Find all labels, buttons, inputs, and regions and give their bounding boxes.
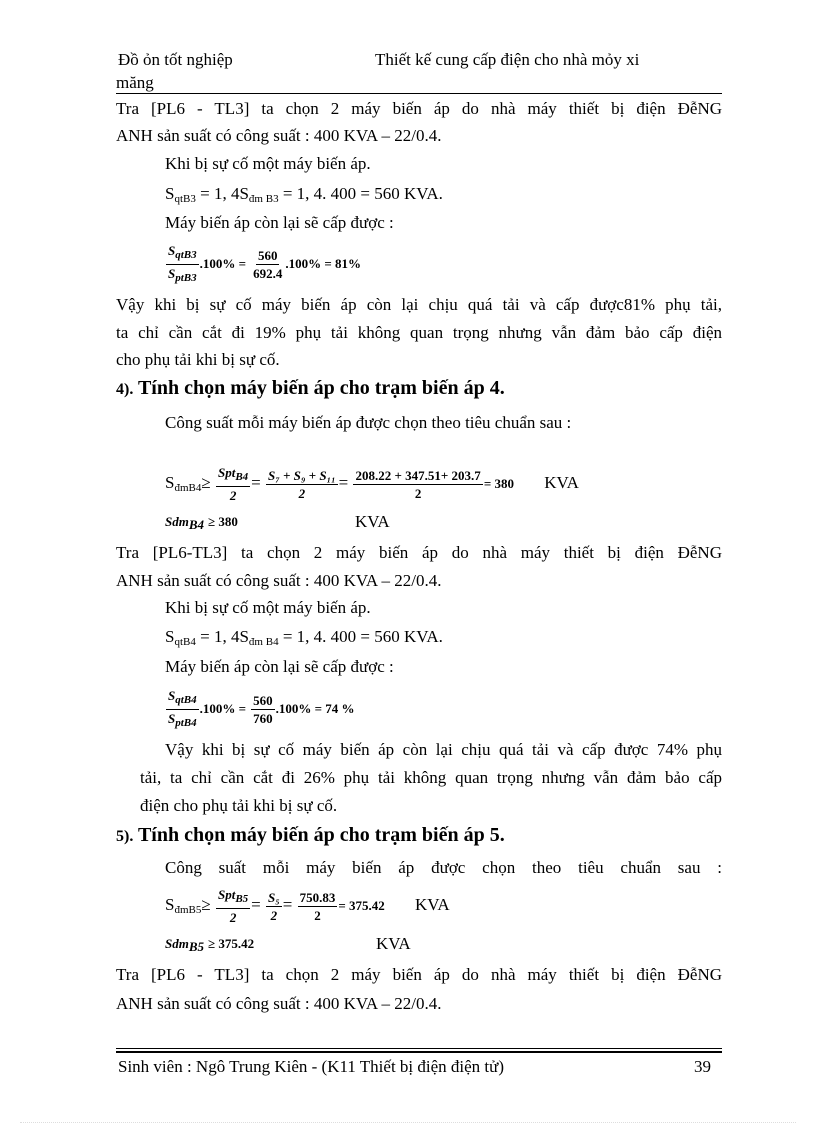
header-left-line1: Đồ ỏn tốt nghiệp [118,50,233,69]
header-right: Thiết kế cung cấp điện cho nhà mỏy xi [375,50,640,69]
s4-paragraph-line: ANH sản suất có công suất : 400 KVA – 22/0.4. [116,571,442,590]
s3-conclusion-line: cho phụ tải khi bị sự cố. [116,350,280,369]
s5-criteria-text: Công suất mỗi máy biến áp được chọn theo tiêu chuẩn sau : [165,858,722,877]
s4-criteria-text: Công suất mỗi máy biến áp được chọn theo tiêu chuẩn sau : [165,413,572,432]
s5-paragraph-line: Tra [PL6 - TL3] ta chọn 2 máy biến áp do nhà máy thiết bị điện ĐễNG [116,965,722,984]
s3-conclusion-line: Vậy khi bị sự cố máy biến áp còn lại chịu quá tải và cấp được81% phụ tải, [116,295,722,314]
s4-paragraph-line: Tra [PL6-TL3] ta chọn 2 máy biến áp do nhà máy thiết bị điện ĐễNG [116,543,722,562]
s3-percent-formula: $\frac{S_{qtB3}}{S_{ptB3}}$ .100% = $\frac{560}{692.4}$ .100% = 81% [168,243,361,284]
s3-remain-text: Máy biến áp còn lại sẽ cấp được : [165,213,394,232]
s4-result-unit: KVA [355,512,390,531]
footer-rule-top [116,1048,722,1049]
s4-conclusion-line: điện cho phụ tải khi bị sự cố. [140,796,338,815]
s4-sizing-formula: $S_{đmB4}\ge$ $\frac{Spt_{B4}}{2}$ = $\frac{\text{S₇ + S₉ + S₁₁}}{2}$ = $\frac{208.22 + 347.51+ 203.7}{2}$ = 380 KVA [165,465,579,503]
s3-paragraph-line: ANH sản suất có công suất : 400 KVA – 22/0.4. [116,126,442,145]
s4-conclusion-line: tải, ta chỉ cần cắt đi 26% phụ tải không quan trọng nhưng vẫn đảm bảo cấp [140,768,722,787]
s4-fault-text: Khi bị sự cố một máy biến áp. [165,598,371,617]
s3-fault-text: Khi bị sự cố một máy biến áp. [165,154,371,173]
s3-sqt-formula: $S_{qtB3} = 1$, $4S_{đm B3} = 1$, 4. 400 = 560 KVA. [165,184,443,205]
s4-percent-formula: $\frac{S_{qtB4}}{S_{ptB4}}$ .100% = $\frac{560}{760}$ .100% = 74 % [168,688,355,729]
s4-remain-text: Máy biến áp còn lại sẽ cấp được : [165,657,394,676]
s4-conclusion-line: Vậy khi bị sự cố máy biến áp còn lại chịu quá tải và cấp được 74% phụ [165,740,722,759]
page-number: 39 [694,1057,711,1076]
footer-rule-bottom [116,1051,722,1053]
section-5-heading: 5). Tính chọn máy biến áp cho trạm biến áp 5. [116,824,505,846]
s5-sizing-formula: $S_{đmB5}\ge$ $\frac{Spt_{B5}}{2}$ = $\frac{\text{S₅}}{2}$ = $\frac{750.83}{2}$ = 375.42 KVA [165,887,450,925]
s5-result-unit: KVA [376,934,411,953]
s3-paragraph-line: Tra [PL6 - TL3] ta chọn 2 máy biến áp do nhà máy thiết bị điện ĐễNG [116,99,722,118]
s5-paragraph-line: ANH sản suất có công suất : 400 KVA – 22/0.4. [116,994,442,1013]
s4-sqt-formula: $S_{qtB4} = 1$, $4S_{đm B4} = 1$, 4. 400 = 560 KVA. [165,627,443,648]
s4-result-formula: Sdm$_{B4}$ ≥ 380 [165,514,238,532]
s3-conclusion-line: ta chỉ cần cắt đi 19% phụ tải không quan trọng nhưng vẫn đảm bảo cấp điện [116,323,722,342]
section-4-heading: 4). Tính chọn máy biến áp cho trạm biến áp 4. [116,377,505,399]
header-rule [116,93,722,94]
header-left-line2: măng [116,73,154,92]
s5-result-formula: Sdm$_{B5}$ ≥ 375.42 [165,936,255,954]
footer-student: Sinh viên : Ngô Trung Kiên - (K11 Thiết bị điện điện tử) [118,1057,505,1076]
